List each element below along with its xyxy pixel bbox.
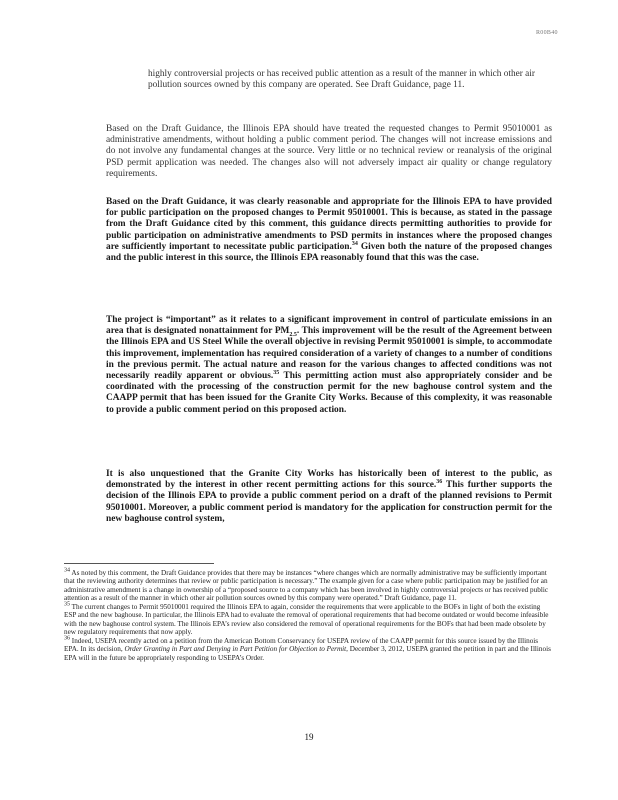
footnote-35-text: The current changes to Permit 95010001 required the Illinois EPA to again, consider the requirements that were applicable to the BOFs in light of both the existing ESP and the new baghouse. In particular, the Illinois EPA had to evaluate the removal of operational requirements that had become outdated or would become infeasible with the new baghouse control system. The Illinois EPA’s review also considered the removal of operational requirements for the BOFs that had been made obsolete by new regulatory requirements that now apply. [64,602,549,637]
footnote-35-number: 35 [64,601,70,608]
paragraph-2-text-after: Given both the nature of the proposed changes and the public interest in this source, the Illinois EPA reasonably found that this was the case. [106,241,553,264]
paragraph-3-part1: The project is “important” as it relates to a significant improvement in control of particulate emissions in an area that is designated nonattainment for PM [106,315,552,337]
footnote-34 [64,569,552,603]
footnote-34-text: As noted by this comment, the Draft Guidance provides that there may be instances “where changes which are normally administrative may be sufficiently important that the reviewing authority determines that review or public participation is necessary.” The example given for a case where public participation may be justified for an administrative amendment is a change in ownership of a “proposed source to a company which has been involved in highly controversial projects or has received public attention as a result of the manner in which other air pollution sources owned by this company were operated.” Draft Guidance, page 11. [64,569,549,603]
footnote-36-order-title: Order Granting in Part and Denying in Part Petition for Objection to Permit [124,645,347,654]
footnote-36-text-before: Indeed, USEPA recently acted on a petition from the American Bottom Conservancy for USEPA review of the CAAPP permit for this source issued by the Illinois EPA. In its decision, [64,636,539,654]
paragraph-3-part2: . This improvement will be the result of the Agreement between the Illinois EPA and US Steel While the overall objective in revising Permit 95010001 is simple, to accommodate this improvement, implementation has required consideration of a variety of changes to a number of conditions in the previous permit. The actual nature and reason for the various changes to affected conditions was not necessarily readily apparent or obvious. [106,326,552,382]
footnote-ref-34: 34 [351,240,358,247]
footnote-36-text-after: , December 3, 2012, USEPA granted the petition in part and the Illinois EPA will in the future be appropriately responding to USEPA’s Order. [64,645,551,662]
footnote-ref-36: 36 [436,479,443,486]
footnotes [64,569,552,662]
quote-block: highly controversial projects or has received public attention as a result of the manner in which other air pollution sources owned by this company are operated. See Draft Guidance, page 11. [148,69,535,90]
paragraph-4 [106,469,552,525]
paragraph-2-text: Based on the Draft Guidance, it was clearly reasonable and appropriate for the Illinois EPA to have provided for public participation on the proposed changes to Permit 95010001. This is because, as stated in the passage from the Draft Guidance cited by this comment, this guidance directs permitting authorities to provide for public participation on administrative amendments to PSD permits in instances where the proposed changes are sufficiently important to necessitate public participation. [106,197,552,252]
footnote-36-number: 36 [64,635,70,642]
paragraph-3-part3: This permitting action must also appropriately consider and be coordinated with the processing of the construction permit for the new baghouse control system and the CAAPP permit that has been issued for the Granite City Works. Because of this complexity, it was reasonable to provide a public comment period on this proposed action. [106,371,553,415]
paragraph-3 [106,315,552,416]
paragraph-4-part1: It is also unquestioned that the Granite City Works has historically been of interest to the public, as demonstrated by the interest in other recent permitting actions for this source. [106,469,552,491]
page-number: 19 [304,732,314,742]
footnote-divider [64,563,214,564]
footnote-35 [64,603,552,637]
footnote-ref-35: 35 [273,369,280,376]
paragraph-4-part2: This further supports the decision of the Illinois EPA to provide a public comment period on a draft of the planned revisions to Permit 95010001. Moreover, a public comment period is mandatory for the application for construction permit for the new baghouse control system, [106,480,552,524]
pm-subscript: 2.5 [289,332,297,339]
paragraph-2 [106,197,552,264]
footnote-36 [64,637,552,662]
paragraph-1: Based on the Draft Guidance, the Illinois EPA should have treated the requested changes to Permit 95010001 as administrative amendments, without holding a public comment period. The changes will not increase emissions and do not involve any fundamental changes at the source. Very little or no technical review or reanalysis of the original PSD permit application was needed. The changes also will not adversely impact air quality or change regulatory requirements. [106,124,552,179]
header-tag: R00B40 [536,30,558,36]
footnote-34-number: 34 [64,567,70,574]
